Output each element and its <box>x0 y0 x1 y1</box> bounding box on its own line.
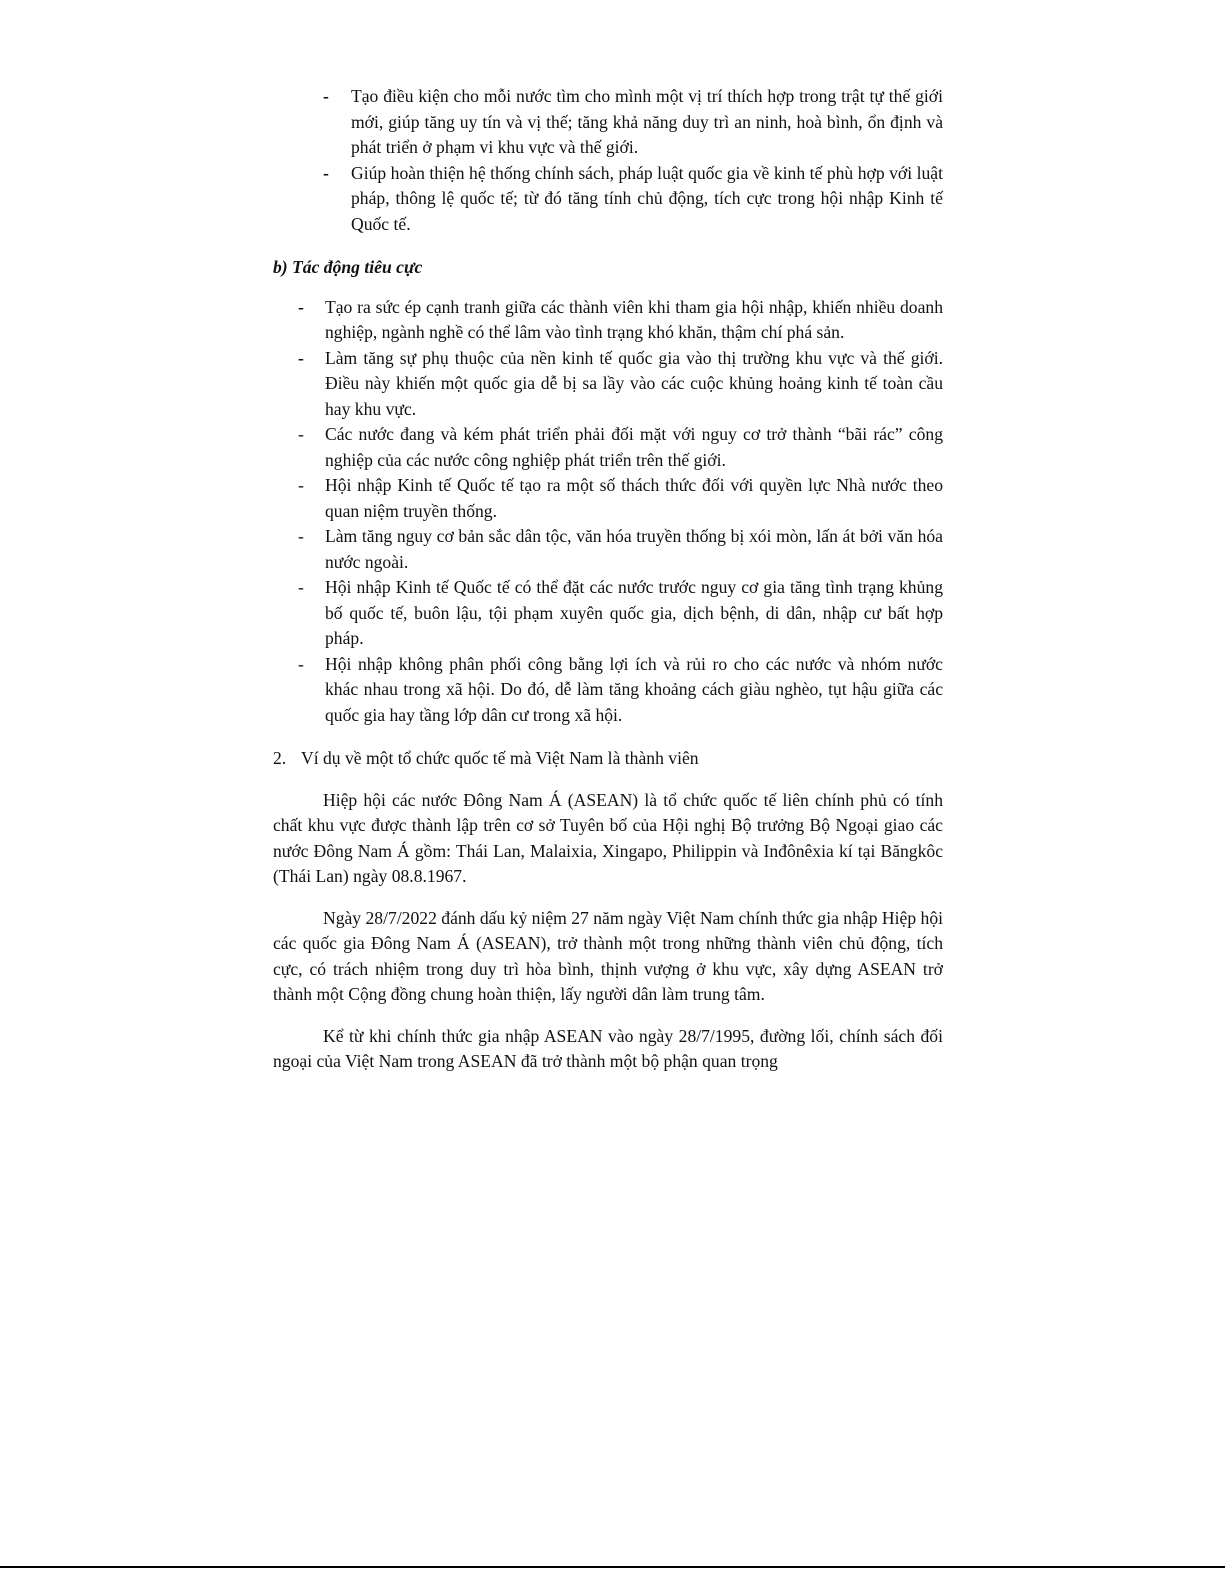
section-2-heading <box>273 746 943 772</box>
section-number: 2. <box>273 748 287 768</box>
list-item: - Hội nhập Kinh tế Quốc tế tạo ra một số thách thức đối với quyền lực Nhà nước theo quan niệm truyền thống. <box>273 473 943 524</box>
list-item: - Làm tăng nguy cơ bản sắc dân tộc, văn hóa truyền thống bị xói mòn, lấn át bởi văn hóa nước ngoài. <box>273 524 943 575</box>
negative-impacts-list <box>273 295 943 729</box>
list-item: - Làm tăng sự phụ thuộc của nền kinh tế quốc gia vào thị trường khu vực và thế giới. Điều này khiến một quốc gia dễ bị sa lầy vào các cuộc khủng hoảng kinh tế toàn cầu hay khu vực. <box>273 346 943 423</box>
list-item: - Hội nhập không phân phối công bằng lợi ích và rủi ro cho các nước và nhóm nước khác nhau trong xã hội. Do đó, dễ làm tăng khoảng cách giàu nghèo, tụt hậu giữa các quốc gia hay tầng lớp dân cư trong xã hội. <box>273 652 943 729</box>
positive-impacts-list <box>273 84 943 237</box>
paragraph-anniversary: Ngày 28/7/2022 đánh dấu kỷ niệm 27 năm ngày Việt Nam chính thức gia nhập Hiệp hội các quốc gia Đông Nam Á (ASEAN), trở thành một trong những thành viên chủ động, tích cực, có trách nhiệm trong duy trì hòa bình, thịnh vượng ở khu vực, xây dựng ASEAN trở thành một Cộng đồng chung hoàn thiện, lấy người dân làm trung tâm. <box>273 907 943 1004</box>
section-title: Ví dụ về một tổ chức quốc tế mà Việt Nam là thành viên <box>301 748 699 768</box>
document-body <box>273 84 943 1075</box>
list-item: - Giúp hoàn thiện hệ thống chính sách, pháp luật quốc gia về kinh tế phù hợp với luật pháp, thông lệ quốc tế; từ đó tăng tính chủ động, tích cực trong hội nhập Kinh tế Quốc tế. <box>273 161 943 238</box>
paragraph-asean-intro: Hiệp hội các nước Đông Nam Á (ASEAN) là tổ chức quốc tế liên chính phủ có tính chất khu vực được thành lập trên cơ sở Tuyên bố của Hội nghị Bộ trưởng Bộ Ngoại giao các nước Đông Nam Á gồm: Thái Lan, Malaixia, Xingapo, Philippin và Inđônêxia kí tại Băngkôc (Thái Lan) ngày 08.8.1967. <box>273 789 943 886</box>
list-item: - Tạo ra sức ép cạnh tranh giữa các thành viên khi tham gia hội nhập, khiến nhiều doanh nghiệp, ngành nghề có thể lâm vào tình trạng khó khăn, thậm chí phá sản. <box>273 295 943 346</box>
list-item: - Tạo điều kiện cho mỗi nước tìm cho mình một vị trí thích hợp trong trật tự thế giới mới, giúp tăng uy tín và vị thế; tăng khả năng duy trì an ninh, hoà bình, ổn định và phát triển ở phạm vi khu vực và thế giới. <box>273 84 943 161</box>
page-bottom-border <box>0 1566 1225 1568</box>
negative-impacts-heading: b) Tác động tiêu cực <box>273 257 423 277</box>
list-item: - Hội nhập Kinh tế Quốc tế có thể đặt các nước trước nguy cơ gia tăng tình trạng khủng bố quốc tế, buôn lậu, tội phạm xuyên quốc gia, dịch bệnh, di dân, nhập cư bất hợp pháp. <box>273 575 943 652</box>
paragraph-foreign-policy: Kể từ khi chính thức gia nhập ASEAN vào ngày 28/7/1995, đường lối, chính sách đối ngoại của Việt Nam trong ASEAN đã trở thành một bộ phận quan trọng <box>273 1025 943 1071</box>
list-item: - Các nước đang và kém phát triển phải đối mặt với nguy cơ trở thành “bãi rác” công nghiệp của các nước công nghiệp phát triển trên thế giới. <box>273 422 943 473</box>
